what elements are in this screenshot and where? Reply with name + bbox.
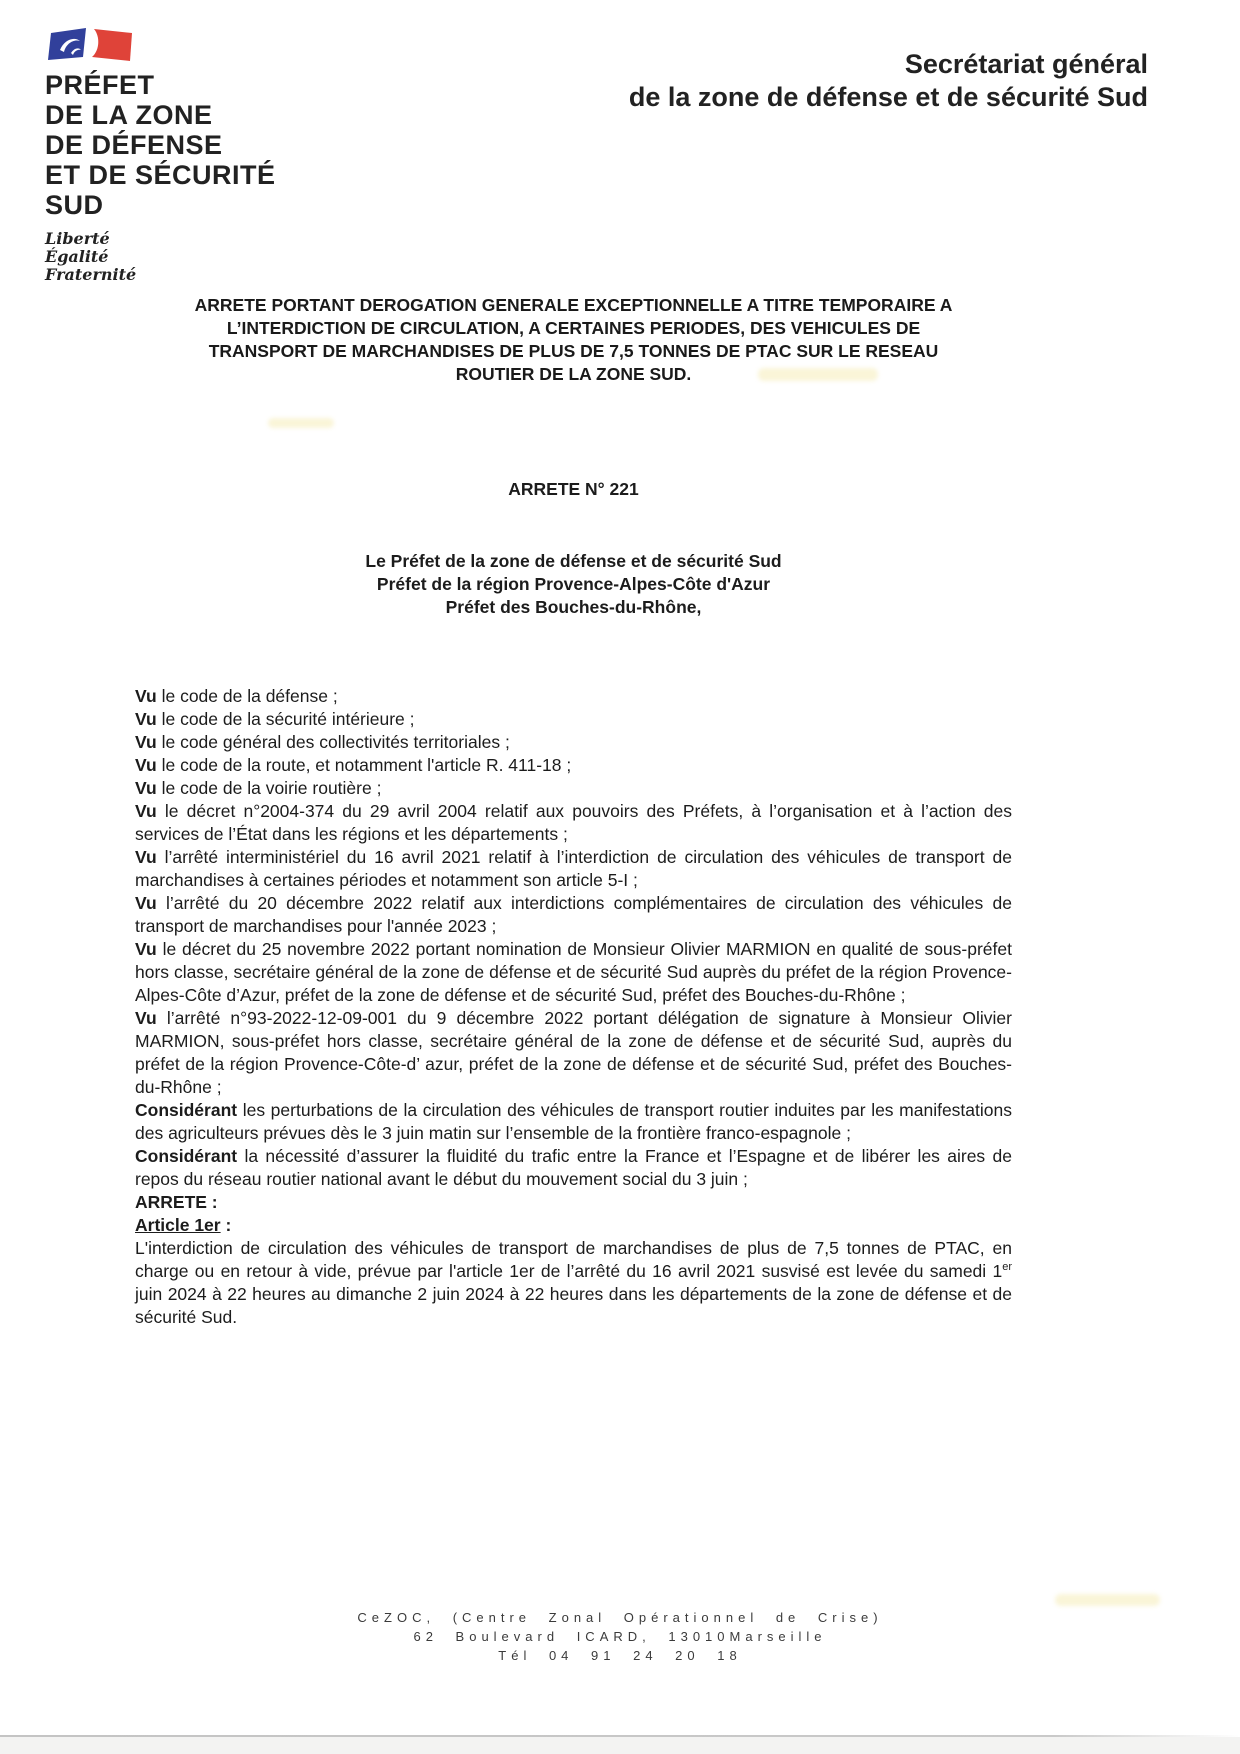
considerant-lead: Considérant <box>135 1100 238 1120</box>
vu-lead: Vu <box>135 1008 157 1028</box>
arrete-label: ARRETE : <box>135 1192 218 1212</box>
prefecture-name-line: DE DÉFENSE <box>45 130 223 160</box>
considerant-clause <box>135 1145 1012 1191</box>
vu-lead: Vu <box>135 939 157 959</box>
vu-text: le code général des collectivités territoriales ; <box>161 732 510 752</box>
considerant-text: les perturbations de la circulation des véhicules de transport routier induites par les manifestations des agriculteurs prévues dès le 3 juin matin sur l’ensemble de la frontière franco-espagnole ; <box>135 1100 1012 1143</box>
vu-text: l’arrêté n°93-2022-12-09-001 du 9 décembre 2022 portant délégation de signature à Monsieur Olivier MARMION, sous-préfet hors classe, secrétaire général de la zone de défense et de sécurité Sud, auprès du préfet de la région Provence-Côte-d’ azur, préfet de la zone de défense et de sécurité Sud, préfet des Bouches-du-Rhône ; <box>135 1008 1012 1097</box>
scan-page-margin <box>0 1737 1240 1754</box>
vu-text: le décret du 25 novembre 2022 portant nomination de Monsieur Olivier MARMION en qualité de sous-préfet hors classe, secrétaire général de la zone de défense et de sécurité Sud auprès du préfet de la région Provence-Alpes-Côte d’Azur, préfet de la zone de défense et de sécurité Sud, préfet des Bouches-du-Rhône ; <box>135 939 1012 1005</box>
vu-lead: Vu <box>135 778 157 798</box>
vu-text: l’arrêté du 20 décembre 2022 relatif aux interdictions complémentaires de circulation des véhicules de transport de marchandises pour l'année 2023 ; <box>135 893 1012 936</box>
footer-line: CeZOC, (Centre Zonal Opérationnel de Crise) <box>357 1610 883 1625</box>
vu-lead: Vu <box>135 686 157 706</box>
scan-smudge <box>758 368 878 381</box>
document-title-line: ROUTIER DE LA ZONE SUD. <box>455 364 692 384</box>
document-title <box>135 294 1012 386</box>
vu-clause <box>135 685 1012 708</box>
vu-lead: Vu <box>135 732 157 752</box>
motto-line: Égalité <box>45 247 109 266</box>
vu-clause <box>135 708 1012 731</box>
vu-lead: Vu <box>135 893 157 913</box>
vu-text: le code de la voirie routière ; <box>161 778 382 798</box>
issuer-block <box>135 550 1012 619</box>
document-title-line: TRANSPORT DE MARCHANDISES DE PLUS DE 7,5 TONNES DE PTAC SUR LE RESEAU <box>208 341 939 361</box>
vu-text: l’arrêté interministériel du 16 avril 2021 relatif à l’interdiction de circulation des véhicules de transport de marchandises à certaines périodes et notamment son article 5-I ; <box>135 847 1012 890</box>
vu-text: le code de la défense ; <box>161 686 338 706</box>
vu-text: le code de la sécurité intérieure ; <box>161 709 415 729</box>
vu-clause <box>135 731 1012 754</box>
vu-clause <box>135 754 1012 777</box>
vu-clause <box>135 938 1012 1007</box>
issuing-service-line: Secrétariat général <box>904 49 1148 79</box>
vu-clause <box>135 800 1012 846</box>
issuer-line: Le Préfet de la zone de défense et de sécurité Sud <box>365 551 782 571</box>
article-1-text: L'interdiction de circulation des véhicules de transport de marchandises de plus de 7,5 tonnes de PTAC, en charge ou en retour à vide, prévue par l'article 1er de l’arrêté du 16 avril 2021 susvisé est levée du samedi 1 <box>135 1238 1012 1281</box>
issuing-service-line: de la zone de défense et de sécurité Sud <box>628 82 1148 112</box>
document-body <box>135 685 1012 1329</box>
motto-line: Fraternité <box>45 265 137 284</box>
vu-clause <box>135 1007 1012 1099</box>
arrete-number: ARRETE N° 221 <box>508 479 639 499</box>
issuer-line: Préfet de la région Provence-Alpes-Côte d'Azur <box>376 574 771 594</box>
vu-text: le décret n°2004-374 du 29 avril 2004 relatif aux pouvoirs des Préfets, à l’organisation et à l’action des services de l’État dans les régions et les départements ; <box>135 801 1012 844</box>
document-title-line: L’INTERDICTION DE CIRCULATION, A CERTAINES PERIODES, DES VEHICULES DE <box>226 318 921 338</box>
article-1-text: juin 2024 à 22 heures au dimanche 2 juin 2024 à 22 heures dans les départements de la zone de défense et de sécurité Sud. <box>135 1284 1012 1327</box>
scan-smudge <box>1055 1594 1160 1606</box>
footer-line: 62 Boulevard ICARD, 13010Marseille <box>413 1629 827 1644</box>
issuer-line: Préfet des Bouches-du-Rhône, <box>445 597 702 617</box>
considerant-clause <box>135 1099 1012 1145</box>
prefecture-name-line: DE LA ZONE <box>45 100 213 130</box>
vu-lead: Vu <box>135 801 157 821</box>
vu-lead: Vu <box>135 709 157 729</box>
prefecture-name-line: PRÉFET <box>45 70 155 100</box>
considerant-text: la nécessité d’assurer la fluidité du trafic entre la France et l’Espagne et de libérer les aires de repos du réseau routier national avant le début du mouvement social du 3 juin ; <box>135 1146 1012 1189</box>
document-footer <box>0 1608 1240 1665</box>
article-1-heading-colon: : <box>220 1215 232 1235</box>
vu-lead: Vu <box>135 755 157 775</box>
vu-lead: Vu <box>135 847 157 867</box>
footer-line: Tél 04 91 24 20 18 <box>498 1648 742 1663</box>
vu-text: le code de la route, et notamment l'article R. 411-18 ; <box>161 755 572 775</box>
document-content <box>135 0 1012 1329</box>
article-1-body <box>135 1237 1012 1329</box>
scan-smudge <box>268 418 334 428</box>
vu-clause <box>135 892 1012 938</box>
document-title-line: ARRETE PORTANT DEROGATION GENERALE EXCEPTIONNELLE A TITRE TEMPORAIRE A <box>194 295 953 315</box>
vu-clause <box>135 846 1012 892</box>
article-1-heading-text: Article 1er <box>135 1215 221 1235</box>
article-1-heading <box>135 1214 1012 1237</box>
prefecture-name-line: SUD <box>45 190 104 220</box>
vu-clause <box>135 777 1012 800</box>
prefecture-name-line: ET DE SÉCURITÉ <box>45 160 276 190</box>
marianne-flag-icon <box>47 26 139 64</box>
ordinal-superscript: er <box>1002 1261 1012 1274</box>
considerant-lead: Considérant <box>135 1146 238 1166</box>
motto-line: Liberté <box>45 229 110 248</box>
